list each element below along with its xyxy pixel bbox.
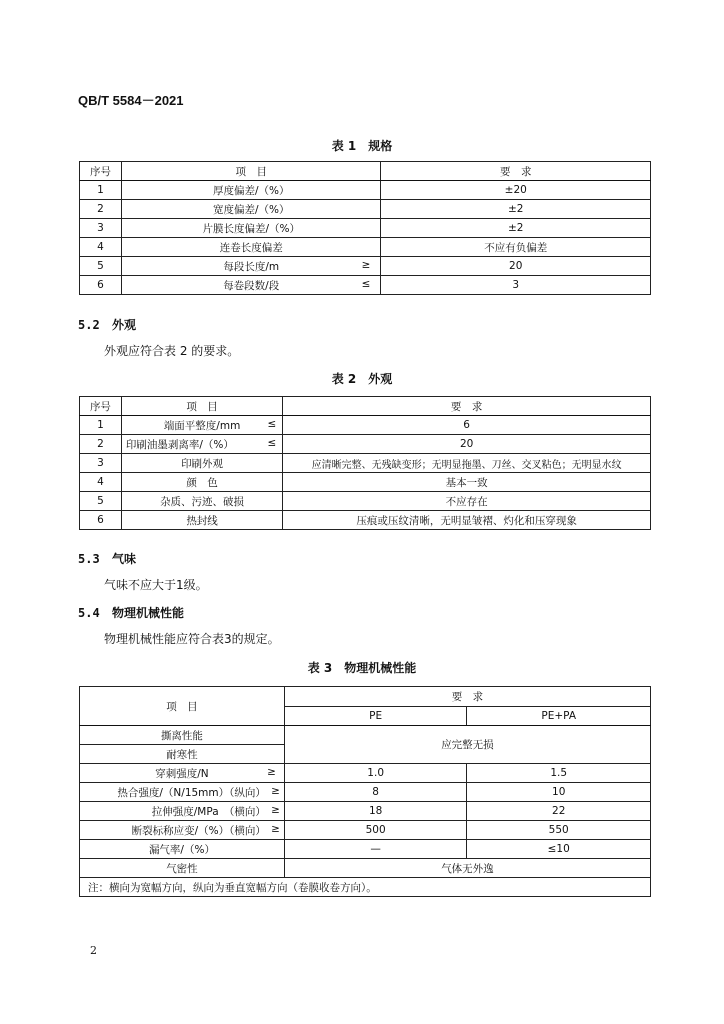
section-number: 5.2 — [78, 318, 100, 332]
table3-header-item: 项 目 — [80, 687, 285, 726]
merged-requirement: 应完整无损 — [284, 726, 650, 764]
row-item: 连卷长度偏差 — [121, 238, 381, 257]
row-number: 4 — [80, 238, 122, 257]
section-title: 外观 — [112, 318, 137, 332]
row-value-pe: 18 — [284, 802, 467, 821]
row-requirement: 20 — [381, 257, 651, 276]
section-5-3-heading — [78, 550, 136, 567]
table-row — [80, 726, 651, 745]
row-item: 杂质、污迹、破损 — [121, 492, 282, 511]
row-number: 6 — [80, 276, 122, 295]
table1-header-no: 序号 — [80, 162, 122, 181]
row-item-label: 每卷段数/段 — [223, 279, 280, 292]
table-row — [80, 511, 651, 530]
comparison-symbol: ≥ — [267, 765, 276, 778]
row-item: 热封线 — [121, 511, 282, 530]
table2-appearance — [79, 396, 651, 530]
table2-header-item: 项 目 — [121, 397, 282, 416]
row-number: 1 — [80, 416, 122, 435]
row-item-label: 拉伸强度/MPa （横向） — [151, 805, 266, 818]
row-number: 1 — [80, 181, 122, 200]
table1-header-item: 项 目 — [121, 162, 381, 181]
row-item — [80, 783, 285, 802]
table-row — [80, 435, 651, 454]
row-requirement: ±2 — [381, 219, 651, 238]
table-row — [80, 257, 651, 276]
row-value-pe: 1.0 — [284, 764, 467, 783]
table1-header-row — [80, 162, 651, 181]
table-row — [80, 783, 651, 802]
section-title: 气味 — [112, 552, 137, 566]
row-item — [121, 435, 282, 454]
section-5-3-text: 气味不应大于1级。 — [104, 578, 208, 592]
table-row — [80, 200, 651, 219]
section-5-2-heading — [78, 316, 136, 333]
table-row — [80, 416, 651, 435]
row-value-pe-pa: 10 — [467, 783, 651, 802]
row-number: 5 — [80, 492, 122, 511]
table1-spec — [79, 161, 651, 295]
section-5-4-text: 物理机械性能应符合表3的规定。 — [104, 632, 280, 646]
row-item — [80, 802, 285, 821]
row-number: 3 — [80, 454, 122, 473]
section-number: 5.4 — [78, 606, 100, 620]
row-item — [121, 276, 381, 295]
table-row — [80, 802, 651, 821]
table-note-row — [80, 878, 651, 897]
row-requirement: ±20 — [381, 181, 651, 200]
row-item — [121, 416, 282, 435]
row-number: 2 — [80, 200, 122, 219]
row-item-label: 热合强度/（N/15mm）（纵向） — [117, 786, 266, 799]
table3-header-pe-pa: PE+PA — [467, 706, 651, 726]
row-requirement: 应清晰完整、无残缺变形；无明显拖墨、刀丝、交叉粘色；无明显水纹 — [283, 454, 651, 473]
row-number: 4 — [80, 473, 122, 492]
row-value-pe: 500 — [284, 821, 467, 840]
comparison-symbol: ≥ — [271, 784, 280, 797]
row-requirement: 压痕或压纹清晰，无明显皱褶、灼化和压穿现象 — [283, 511, 651, 530]
row-item — [121, 257, 381, 276]
row-value-pe-pa: ≤10 — [467, 840, 651, 859]
row-item — [80, 821, 285, 840]
row-value-pe-pa: 550 — [467, 821, 651, 840]
section-title: 物理机械性能 — [112, 606, 185, 620]
row-value-pe-pa: 22 — [467, 802, 651, 821]
row-value-pe: — — [284, 840, 467, 859]
row-item-label: 每段长度/m — [223, 260, 280, 273]
table3-header-pe: PE — [284, 706, 467, 726]
row-item-label: 穿刺强度/N — [155, 767, 209, 780]
table-row — [80, 764, 651, 783]
table-row — [80, 454, 651, 473]
section-5-4-heading — [78, 604, 184, 621]
table3-header-row — [80, 687, 651, 707]
row-number: 6 — [80, 511, 122, 530]
table-row — [80, 181, 651, 200]
section-5-2-text: 外观应符合表 2 的要求。 — [104, 344, 240, 358]
table2-header-no: 序号 — [80, 397, 122, 416]
row-number: 3 — [80, 219, 122, 238]
table-row — [80, 238, 651, 257]
table1-caption: 表 1 规格 — [331, 139, 393, 153]
row-requirement: 3 — [381, 276, 651, 295]
comparison-symbol: ≤ — [267, 417, 277, 430]
table2-header-req: 要 求 — [283, 397, 651, 416]
section-number: 5.3 — [78, 552, 100, 566]
table-row — [80, 276, 651, 295]
row-item: 宽度偏差/（%） — [121, 200, 381, 219]
row-item-label: 印刷油墨剥离率/（%） — [125, 438, 234, 451]
table-row — [80, 840, 651, 859]
table-row — [80, 219, 651, 238]
row-item: 气密性 — [80, 859, 285, 878]
row-item: 印刷外观 — [121, 454, 282, 473]
page-number: 2 — [90, 944, 97, 957]
table3-note: 注：横向为宽幅方向，纵向为垂直宽幅方向（卷膜收卷方向）。 — [80, 878, 651, 897]
row-requirement: 不应有负偏差 — [381, 238, 651, 257]
comparison-symbol: ≥ — [271, 803, 280, 816]
table3-caption: 表 3 物理机械性能 — [307, 661, 417, 675]
comparison-symbol: ≥ — [271, 822, 280, 835]
comparison-symbol: ≤ — [267, 436, 277, 449]
table2-header-row — [80, 397, 651, 416]
merged-requirement: 气体无外逸 — [284, 859, 650, 878]
row-item-label: 断裂标称应变/（%）（横向） — [131, 824, 266, 837]
row-requirement: 20 — [283, 435, 651, 454]
row-item: 撕离性能 — [80, 726, 285, 745]
table-row — [80, 859, 651, 878]
comparison-symbol: ≤ — [361, 277, 371, 290]
row-number: 5 — [80, 257, 122, 276]
table-row — [80, 473, 651, 492]
table-row — [80, 821, 651, 840]
row-requirement: 不应存在 — [283, 492, 651, 511]
row-item: 厚度偏差/（%） — [121, 181, 381, 200]
row-requirement: ±2 — [381, 200, 651, 219]
standard-code: QB/T 5584－2021 — [78, 93, 184, 108]
comparison-symbol: ≥ — [361, 258, 371, 271]
row-item — [80, 764, 285, 783]
row-requirement: 6 — [283, 416, 651, 435]
row-value-pe: 8 — [284, 783, 467, 802]
row-number: 2 — [80, 435, 122, 454]
row-item: 片膜长度偏差/（%） — [121, 219, 381, 238]
table3-physical-properties — [79, 686, 651, 897]
row-requirement: 基本一致 — [283, 473, 651, 492]
table2-caption: 表 2 外观 — [331, 372, 393, 386]
row-item: 漏气率/（%） — [80, 840, 285, 859]
row-item-label: 端面平整度/mm — [163, 419, 241, 432]
table3-header-requirement: 要 求 — [284, 687, 650, 707]
row-item: 耐寒性 — [80, 745, 285, 764]
table-row — [80, 492, 651, 511]
table1-header-req: 要 求 — [381, 162, 651, 181]
row-item: 颜 色 — [121, 473, 282, 492]
row-value-pe-pa: 1.5 — [467, 764, 651, 783]
